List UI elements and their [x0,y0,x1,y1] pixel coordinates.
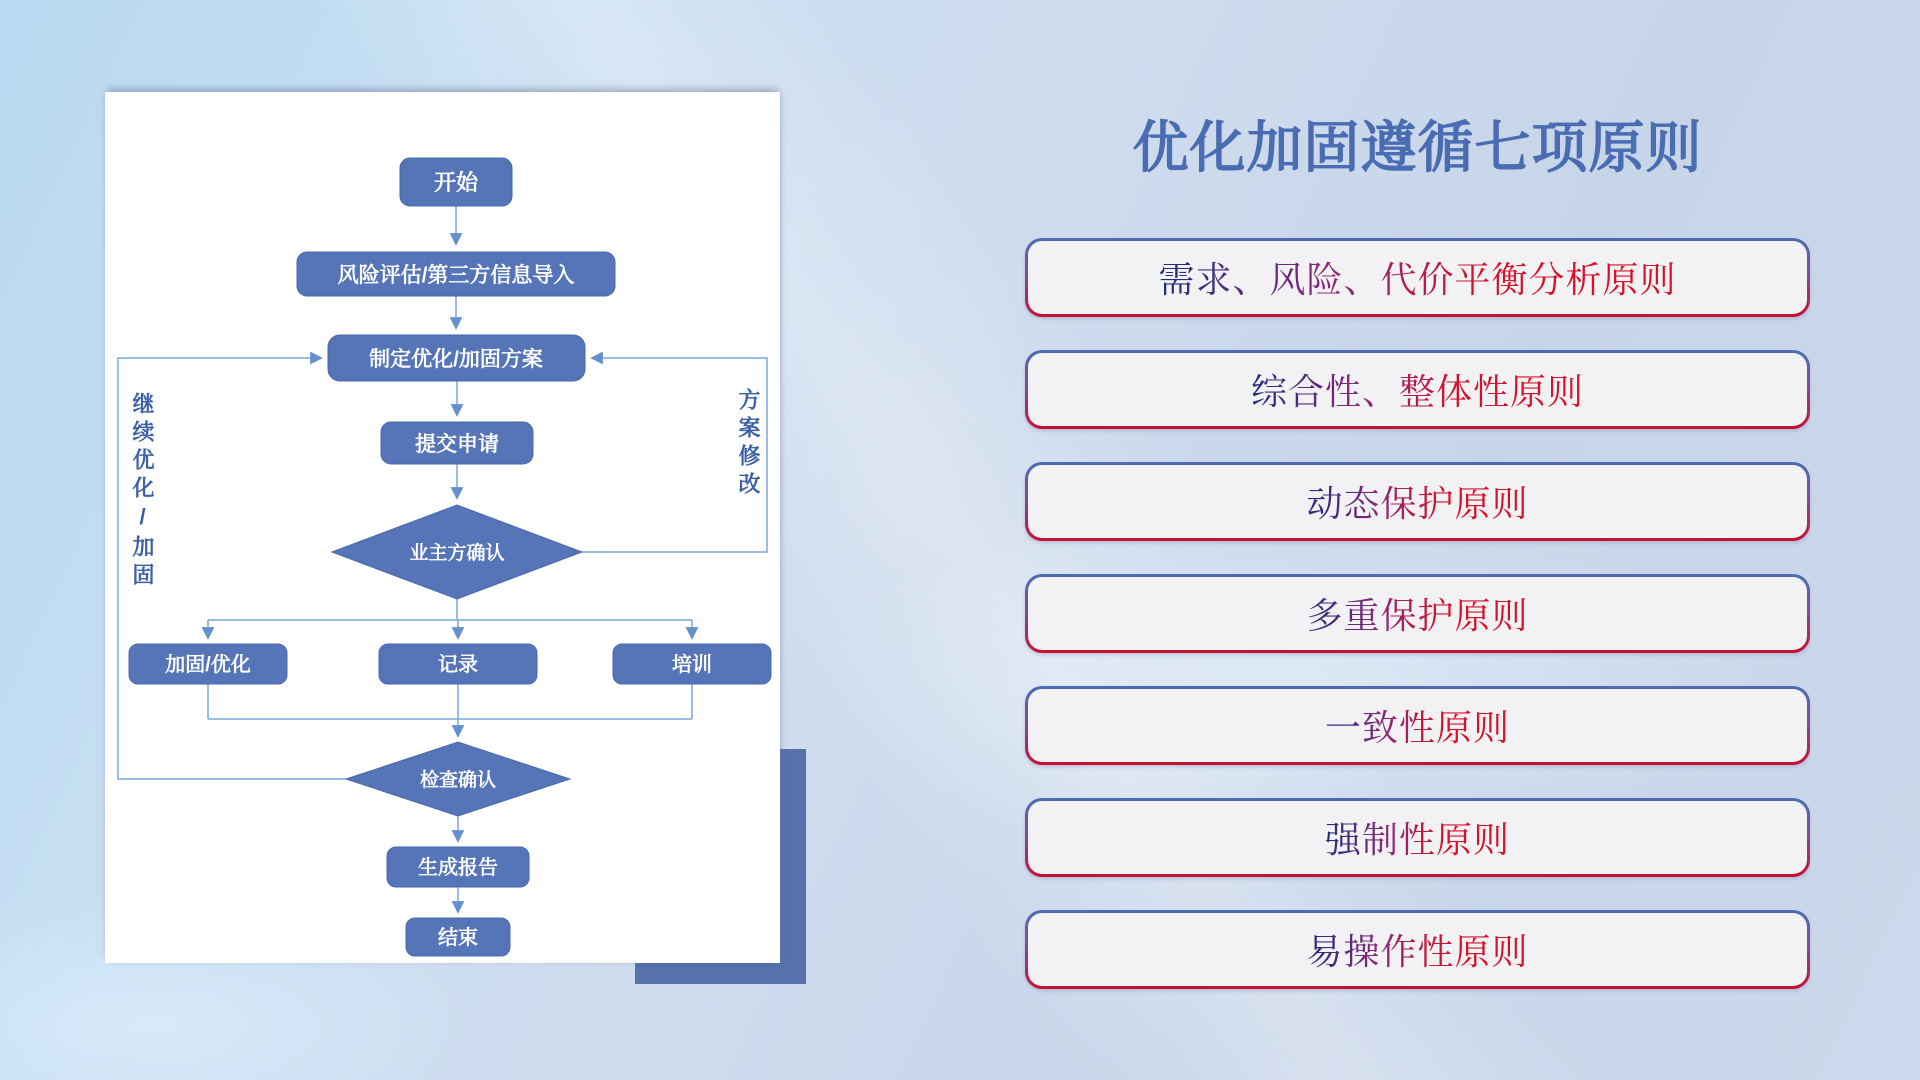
principle-text: 需求、风险、代价平衡分析原则 [1158,252,1676,303]
loop-label-continue-optimize: 继续优化/加固 [130,392,155,591]
principle-item [1025,238,1810,317]
flow-node-start-label: 开始 [433,170,479,195]
principles-list [1025,238,1810,1022]
flow-node-reinforce-label: 加固/优化 [165,654,251,676]
page-title: 优化加固遵循七项原则 [1132,116,1703,179]
flow-node-record [379,644,537,684]
flow-node-record-label: 记录 [438,654,478,676]
flow-node-risk-import-label: 风险评估/第三方信息导入 [337,264,575,287]
principle-item [1025,462,1810,541]
flow-node-make-plan [328,335,585,381]
flow-node-end [406,918,510,956]
principle-text: 强制性原则 [1325,812,1510,863]
loop-label-plan-revision: 方案修改 [736,388,761,500]
principle-item [1025,910,1810,989]
flow-node-submit [381,422,533,464]
flow-node-check-confirm-label: 检查确认 [419,770,497,791]
flow-node-reinforce [129,644,287,684]
flow-node-end-label: 结束 [438,927,478,949]
principle-text: 综合性、整体性原则 [1251,364,1584,415]
flow-node-check-confirm [346,742,570,816]
principle-text: 多重保护原则 [1306,588,1528,639]
flow-node-training [613,644,771,684]
principle-item [1025,574,1810,653]
flow-node-risk-import [297,252,615,296]
flow-node-start [400,158,512,206]
principle-item [1025,798,1810,877]
flow-node-report [387,847,529,887]
principle-text: 易操作性原则 [1306,924,1528,975]
principle-item [1025,686,1810,765]
flowchart-card [105,92,780,963]
flow-node-owner-confirm [332,505,582,599]
flow-node-training-label: 培训 [672,654,712,676]
principle-item [1025,350,1810,429]
principle-text: 动态保护原则 [1306,476,1528,527]
flow-node-submit-label: 提交申请 [415,433,499,456]
flow-node-make-plan-label: 制定优化/加固方案 [369,348,543,371]
flow-node-report-label: 生成报告 [418,857,498,879]
flow-node-owner-confirm-label: 业主方确认 [409,543,505,564]
flowchart [105,92,780,963]
principle-text: 一致性原则 [1325,700,1510,751]
